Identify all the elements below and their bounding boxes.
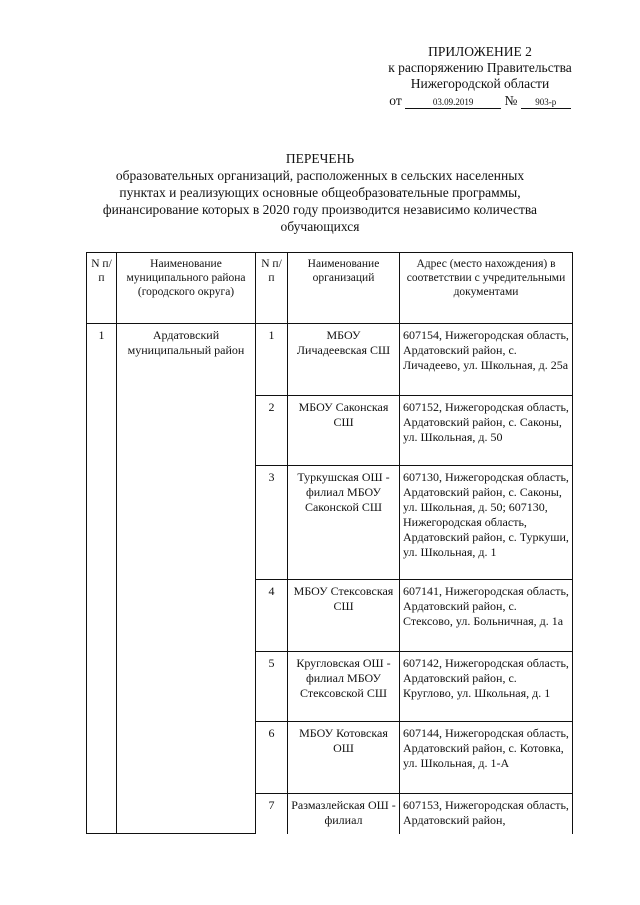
organizations-table — [86, 252, 573, 834]
org-name: Кругловская ОШ - филиал МБОУ Стексовской СШ — [288, 652, 400, 722]
heading-line-2: пунктах и реализующих основные общеобразовательные программы, — [119, 185, 521, 200]
org-number: 1 — [256, 324, 288, 396]
org-address: 607154, Нижегородская область, Ардатовский район, с. Личадеево, ул. Школьная, д. 25а — [400, 324, 573, 396]
appendix-title: ПРИЛОЖЕНИЕ 2 — [428, 44, 532, 59]
table-row — [87, 324, 573, 396]
date-prefix: от — [389, 93, 402, 108]
org-name: МБОУ Стексовская СШ — [288, 580, 400, 652]
org-address: 607141, Нижегородская область, Ардатовский район, с. Стексово, ул. Больничная, д. 1а — [400, 580, 573, 652]
org-number: 6 — [256, 722, 288, 794]
org-address: 607152, Нижегородская область, Ардатовский район, с. Саконы, ул. Школьная, д. 50 — [400, 396, 573, 466]
org-number: 7 — [256, 794, 288, 834]
header-address: Адрес (место нахождения) в соответствии с учредительными документами — [400, 253, 573, 324]
header-org: Наименование организаций — [288, 253, 400, 324]
decree-date: 03.09.2019 — [405, 97, 501, 109]
org-address: 607153, Нижегородская область, Ардатовский район, — [400, 794, 573, 834]
appendix-date-line — [389, 93, 571, 109]
heading-title: ПЕРЕЧЕНЬ — [285, 151, 355, 166]
org-name: Туркушская ОШ - филиал МБОУ Саконской СШ — [288, 466, 400, 580]
appendix-block — [360, 44, 600, 109]
org-name: МБОУ Личадеевская СШ — [288, 324, 400, 396]
header-org-num: N п/п — [256, 253, 288, 324]
heading-line-4: обучающихся — [280, 219, 360, 234]
header-district: Наименование муниципального района (городского округа) — [117, 253, 256, 324]
org-address: 607144, Нижегородская область, Ардатовский район, с. Котовка, ул. Школьная, д. 1-А — [400, 722, 573, 794]
header-num: N п/п — [87, 253, 117, 324]
org-name: МБОУ Котовская ОШ — [288, 722, 400, 794]
org-number: 5 — [256, 652, 288, 722]
decree-number: 903-р — [521, 97, 571, 109]
heading-line-1: образовательных организаций, расположенных в сельских населенных — [115, 168, 525, 183]
org-address: 607130, Нижегородская область, Ардатовский район, с. Саконы, ул. Школьная, д. 50; 607130, Нижегородская область, Ардатовский район, с. Туркуши, ул. Школьная, д. 1 — [400, 466, 573, 580]
district-name: Ардатовский муниципальный район — [117, 324, 256, 834]
number-sign: № — [504, 93, 518, 108]
appendix-line-2: Нижегородской области — [410, 76, 550, 91]
heading-line-3: финансирование которых в 2020 году производится независимо количества — [102, 202, 538, 217]
table-header-row — [87, 253, 573, 324]
org-name: Размазлейская ОШ - филиал — [288, 794, 400, 834]
org-number: 3 — [256, 466, 288, 580]
org-number: 4 — [256, 580, 288, 652]
document-heading — [80, 150, 560, 235]
org-address: 607142, Нижегородская область, Ардатовский район, с. Круглово, ул. Школьная, д. 1 — [400, 652, 573, 722]
district-number: 1 — [87, 324, 117, 834]
org-name: МБОУ Саконская СШ — [288, 396, 400, 466]
appendix-line-1: к распоряжению Правительства — [388, 60, 572, 75]
org-number: 2 — [256, 396, 288, 466]
